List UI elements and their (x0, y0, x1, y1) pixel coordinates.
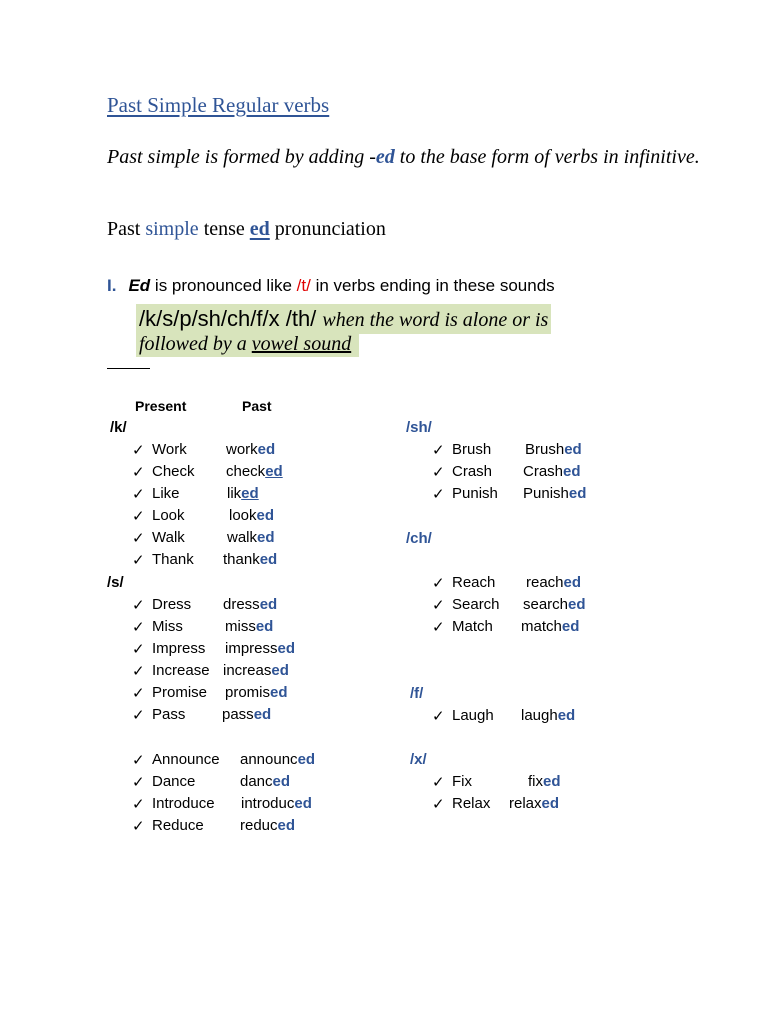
check-icon: ✓ (432, 486, 445, 503)
verb-past (240, 751, 315, 768)
check-icon: ✓ (132, 597, 145, 614)
verb-past-suffix: ed (568, 596, 586, 613)
check-icon: ✓ (132, 619, 145, 636)
verb-present: Introduce (152, 795, 215, 812)
verb-present: Punish (452, 485, 498, 502)
verb-present: Crash (452, 463, 493, 480)
verb-present: Increase (152, 662, 210, 679)
check-icon: ✓ (432, 796, 445, 813)
verb-present: Thank (152, 551, 194, 568)
verb-past-suffix: ed (543, 773, 561, 790)
verb-past-stem: look (229, 507, 257, 524)
verb-past-suffix: ed (297, 751, 316, 768)
verb-past-suffix: ed (563, 463, 581, 480)
verb-past (240, 773, 290, 790)
verb-past (523, 596, 586, 613)
rule-ed: Ed (128, 276, 151, 295)
verb-past (241, 795, 312, 812)
verb-past (223, 662, 289, 679)
verb-past (227, 529, 275, 546)
verb-present: Look (152, 507, 185, 524)
verb-past-stem: Crash (523, 463, 564, 480)
sounds-note-highlight (136, 331, 359, 357)
verb-present: Check (152, 463, 195, 480)
verb-present: Miss (152, 618, 183, 635)
subtitle-simple: simple (145, 218, 199, 240)
verb-present: Impress (152, 640, 206, 657)
verb-past (226, 441, 275, 458)
group-label-ch: /ch/ (406, 530, 432, 547)
divider (107, 368, 150, 369)
intro-before: Past simple is formed by adding - (107, 146, 376, 168)
verb-past-stem: dress (223, 596, 260, 613)
check-icon: ✓ (132, 552, 145, 569)
verb-past-stem: match (521, 618, 562, 635)
check-icon: ✓ (132, 663, 145, 680)
verb-past (525, 441, 582, 458)
verb-past (226, 463, 283, 480)
verb-past (521, 707, 575, 724)
verb-past-stem: introduc (241, 795, 295, 812)
check-icon: ✓ (132, 508, 145, 525)
group-label-s: /s/ (107, 574, 124, 591)
verb-past-stem: reach (526, 574, 564, 591)
verb-past-suffix: ed (294, 795, 312, 812)
rule-number: I. (107, 276, 117, 295)
verb-past-suffix: ed (241, 485, 259, 502)
verb-past (526, 574, 581, 591)
verb-past-suffix: ed (256, 507, 275, 524)
check-icon: ✓ (132, 442, 145, 459)
check-icon: ✓ (132, 464, 145, 481)
verb-past (225, 618, 273, 635)
verb-past-suffix: ed (277, 817, 296, 834)
verb-past (509, 795, 559, 812)
verb-past-stem: laugh (521, 707, 558, 724)
verb-past (528, 773, 561, 790)
check-icon: ✓ (132, 818, 145, 835)
subtitle-ed: ed (249, 218, 270, 240)
verb-past (227, 485, 259, 502)
verb-past (523, 485, 586, 502)
subtitle-w4: pronunciation (269, 218, 386, 240)
verb-present: Like (152, 485, 180, 502)
verb-present: Fix (452, 773, 472, 790)
verb-past-suffix: ed (265, 463, 283, 480)
verb-past-suffix: ed (257, 441, 276, 458)
verb-past-stem: pass (222, 706, 254, 723)
intro-after: to the base form of verbs in infinitive. (394, 146, 700, 168)
check-icon: ✓ (132, 774, 145, 791)
check-icon: ✓ (432, 442, 445, 459)
check-icon: ✓ (432, 619, 445, 636)
rule-text1: is pronounced like (150, 276, 297, 295)
sounds-highlight (136, 304, 551, 334)
verb-past-stem: check (226, 463, 266, 480)
verb-present: Pass (152, 706, 186, 723)
verb-past-stem: reduc (240, 817, 278, 834)
verb-past-stem: relax (509, 795, 542, 812)
verb-past-stem: Punish (523, 485, 569, 502)
verb-past-suffix: ed (564, 441, 582, 458)
verb-present: Walk (152, 529, 185, 546)
sounds-note-2a: followed by a (139, 333, 252, 355)
verb-past-stem: promis (225, 684, 271, 701)
verb-present: Laugh (452, 707, 494, 724)
verb-past-stem: Brush (525, 441, 565, 458)
check-icon: ✓ (132, 685, 145, 702)
verb-past-suffix: ed (259, 551, 278, 568)
verb-present: Work (152, 441, 187, 458)
group-label-sh: /sh/ (406, 419, 432, 436)
verb-past (223, 596, 277, 613)
rule-heading (107, 276, 555, 296)
check-icon: ✓ (432, 464, 445, 481)
verb-past-stem: increas (223, 662, 272, 679)
subtitle (107, 218, 386, 241)
verb-present: Promise (152, 684, 208, 701)
verb-past-stem: danc (240, 773, 273, 790)
verb-past (225, 640, 295, 657)
check-icon: ✓ (432, 575, 445, 592)
verb-past-stem: miss (225, 618, 256, 635)
verb-past-suffix: ed (272, 773, 291, 790)
check-icon: ✓ (132, 752, 145, 769)
subtitle-w3: tense (198, 218, 250, 240)
verb-past-suffix: ed (557, 707, 576, 724)
verb-present: Dance (152, 773, 196, 790)
check-icon: ✓ (132, 486, 145, 503)
verb-past-stem: walk (227, 529, 258, 546)
sounds-list: /k/s/p/sh/ch/f/x /th/ (139, 306, 323, 331)
verb-present: Search (452, 596, 500, 613)
verb-present: Relax (452, 795, 491, 812)
group-label-k: /k/ (110, 419, 127, 436)
group-label-f: /f/ (410, 685, 424, 702)
intro-ed: ed (375, 146, 395, 168)
verb-past (223, 551, 277, 568)
verb-present: Brush (452, 441, 492, 458)
check-icon: ✓ (132, 530, 145, 547)
check-icon: ✓ (132, 796, 145, 813)
verb-past-suffix: ed (253, 706, 272, 723)
verb-past-suffix: ed (270, 684, 288, 701)
verb-past (240, 817, 295, 834)
verb-past-suffix: ed (277, 640, 296, 657)
sounds-note-1: when the word is alone or is (322, 309, 549, 331)
verb-past (521, 618, 579, 635)
group-label-x: /x/ (410, 751, 427, 768)
check-icon: ✓ (432, 708, 445, 725)
verb-past-stem: impress (225, 640, 278, 657)
verb-past-suffix: ed (257, 529, 275, 546)
subtitle-w1: Past (107, 218, 146, 240)
check-icon: ✓ (432, 774, 445, 791)
verb-past-stem: fix (528, 773, 543, 790)
rule-text2: in verbs ending in these sounds (310, 276, 555, 295)
verb-present: Reduce (152, 817, 204, 834)
verb-past-stem: search (523, 596, 569, 613)
header-past: Past (242, 398, 272, 414)
check-icon: ✓ (132, 641, 145, 658)
check-icon: ✓ (132, 707, 145, 724)
page-title: Past Simple Regular verbs (107, 93, 330, 117)
verb-present: Announce (152, 751, 220, 768)
verb-past (225, 684, 288, 701)
check-icon: ✓ (432, 597, 445, 614)
verb-present: Reach (452, 574, 496, 591)
verb-past-stem: announc (240, 751, 298, 768)
verb-past-suffix: ed (563, 574, 582, 591)
verb-past (523, 463, 581, 480)
sounds-note-2b: vowel sound (251, 333, 352, 355)
header-present: Present (135, 398, 187, 414)
verb-past-stem: work (226, 441, 258, 458)
verb-present: Match (452, 618, 493, 635)
intro-paragraph (107, 146, 707, 169)
verb-past (222, 706, 271, 723)
verb-past-suffix: ed (568, 485, 587, 502)
verb-present: Dress (152, 596, 192, 613)
verb-past-stem: thank (223, 551, 260, 568)
verb-past-suffix: ed (561, 618, 580, 635)
verb-past-suffix: ed (541, 795, 560, 812)
verb-past-stem: lik (227, 485, 242, 502)
verb-past-suffix: ed (271, 662, 289, 679)
rule-sound: /t/ (296, 276, 311, 295)
verb-past-suffix: ed (259, 596, 278, 613)
verb-past-suffix: ed (255, 618, 274, 635)
verb-past (229, 507, 274, 524)
